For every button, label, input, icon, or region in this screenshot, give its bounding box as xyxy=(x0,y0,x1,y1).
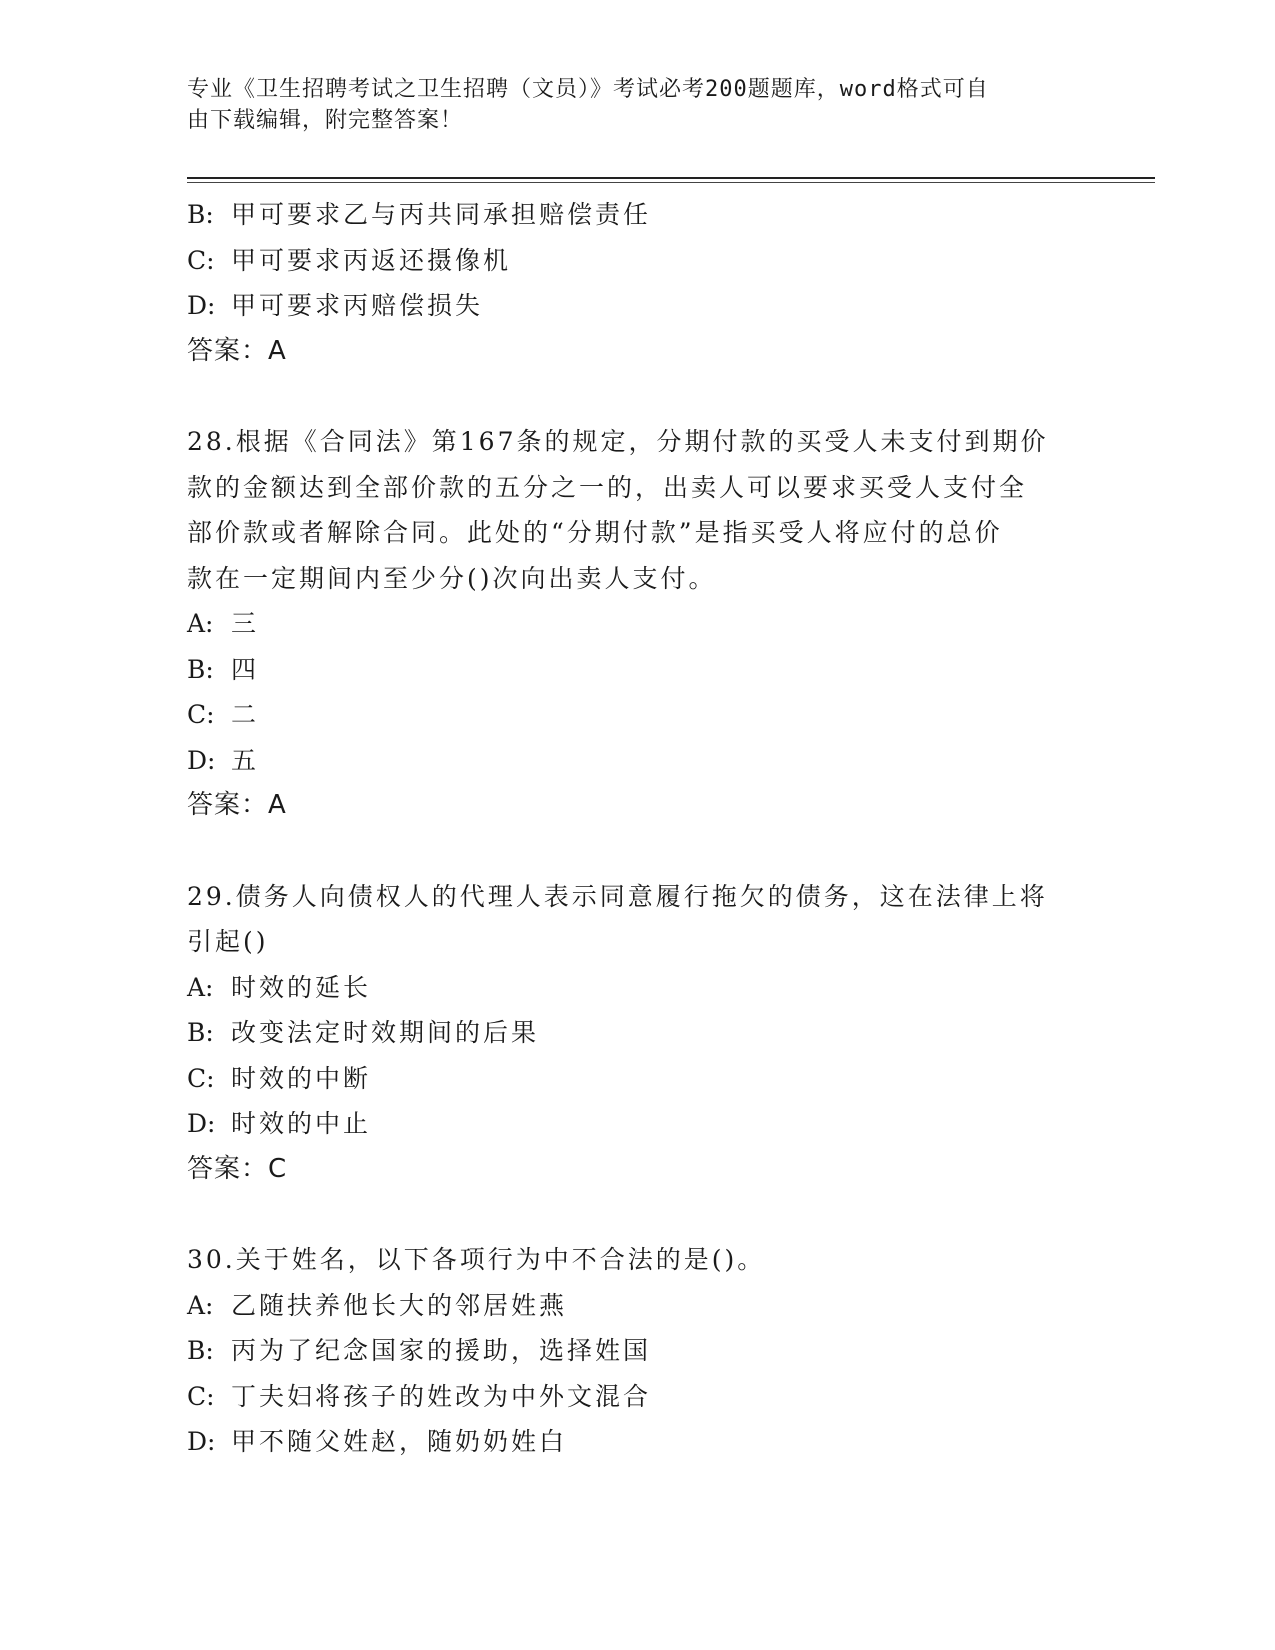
option-text: 五 xyxy=(231,745,260,775)
option-text: 甲可要求丙赔偿损失 xyxy=(231,291,484,320)
option-a xyxy=(187,601,1087,647)
option-letter: A: xyxy=(187,1290,214,1320)
question-29 xyxy=(187,874,1087,1193)
option-letter: B: xyxy=(187,200,214,229)
header-divider-thin xyxy=(187,182,1155,183)
option-a xyxy=(187,965,1087,1011)
option-b xyxy=(187,1328,1087,1374)
option-a xyxy=(187,1283,1087,1329)
option-text: 甲可要求乙与丙共同承担赔偿责任 xyxy=(231,200,652,229)
question-stem-line: 款在一定期间内至少分()次向出卖人支付。 xyxy=(187,563,717,593)
option-c xyxy=(187,238,1087,284)
question-27-tail xyxy=(187,192,1087,374)
option-b xyxy=(187,1010,1087,1056)
option-c xyxy=(187,1056,1087,1102)
option-c xyxy=(187,1374,1087,1420)
option-letter: C: xyxy=(187,700,215,729)
option-text: 四 xyxy=(231,654,260,684)
option-d xyxy=(187,1419,1087,1465)
question-stem-line: 28.根据《合同法》第167条的规定，分期付款的买受人未支付到期价 xyxy=(187,427,1049,456)
option-letter: C: xyxy=(187,1381,215,1411)
option-text: 乙随扶养他长大的邻居姓燕 xyxy=(231,1290,568,1320)
option-letter: A: xyxy=(187,609,214,638)
option-text: 时效的中止 xyxy=(231,1109,372,1138)
option-b xyxy=(187,192,1087,238)
option-letter: D: xyxy=(187,291,216,320)
question-30 xyxy=(187,1237,1087,1465)
option-text: 甲不随父姓赵，随奶奶姓白 xyxy=(231,1427,568,1456)
question-stem-line: 30.关于姓名，以下各项行为中不合法的是()。 xyxy=(187,1245,766,1274)
option-letter: A: xyxy=(187,972,214,1002)
spacer xyxy=(187,1192,1087,1237)
question-stem-line: 款的金额达到全部价款的五分之一的，出卖人可以要求买受人支付全 xyxy=(187,472,1028,502)
question-stem-line: 引起() xyxy=(187,927,269,956)
answer-line: 答案：A xyxy=(187,335,287,366)
question-list xyxy=(187,192,1087,1465)
question-stem-line: 29.债务人向债权人的代理人表示同意履行拖欠的债务，这在法律上将 xyxy=(187,881,1048,911)
option-d xyxy=(187,1101,1087,1147)
header-line-1: 专业《卫生招聘考试之卫生招聘（文员）》考试必考200题题库，word格式可自 xyxy=(187,77,989,102)
answer-line: 答案：C xyxy=(187,1153,288,1184)
page-header xyxy=(187,74,1087,136)
option-text: 丙为了纪念国家的援助，选择姓国 xyxy=(231,1336,652,1365)
option-text: 二 xyxy=(231,700,260,729)
option-d xyxy=(187,283,1087,329)
option-c xyxy=(187,692,1087,738)
option-text: 三 xyxy=(231,609,260,638)
option-text: 丁夫妇将孩子的姓改为中外文混合 xyxy=(231,1381,652,1411)
option-letter: C: xyxy=(187,245,215,275)
question-28 xyxy=(187,419,1087,829)
option-b xyxy=(187,647,1087,693)
spacer xyxy=(187,829,1087,874)
header-divider-thick xyxy=(187,177,1155,179)
spacer xyxy=(187,374,1087,419)
option-letter: B: xyxy=(187,654,214,684)
header-line-2: 由下载编辑，附完整答案！ xyxy=(187,108,464,133)
option-letter: D: xyxy=(187,1427,216,1456)
option-letter: B: xyxy=(187,1336,214,1365)
question-stem-line: 部价款或者解除合同。此处的“分期付款”是指买受人将应付的总价 xyxy=(187,518,1003,547)
option-letter: C: xyxy=(187,1063,215,1093)
option-text: 时效的延长 xyxy=(231,972,372,1002)
option-text: 时效的中断 xyxy=(231,1063,372,1093)
option-letter: D: xyxy=(187,745,216,775)
option-text: 改变法定时效期间的后果 xyxy=(231,1018,540,1047)
option-letter: D: xyxy=(187,1109,216,1138)
answer-line: 答案：A xyxy=(187,790,287,820)
option-d xyxy=(187,738,1087,784)
option-text: 甲可要求丙返还摄像机 xyxy=(231,245,512,275)
option-letter: B: xyxy=(187,1018,214,1047)
